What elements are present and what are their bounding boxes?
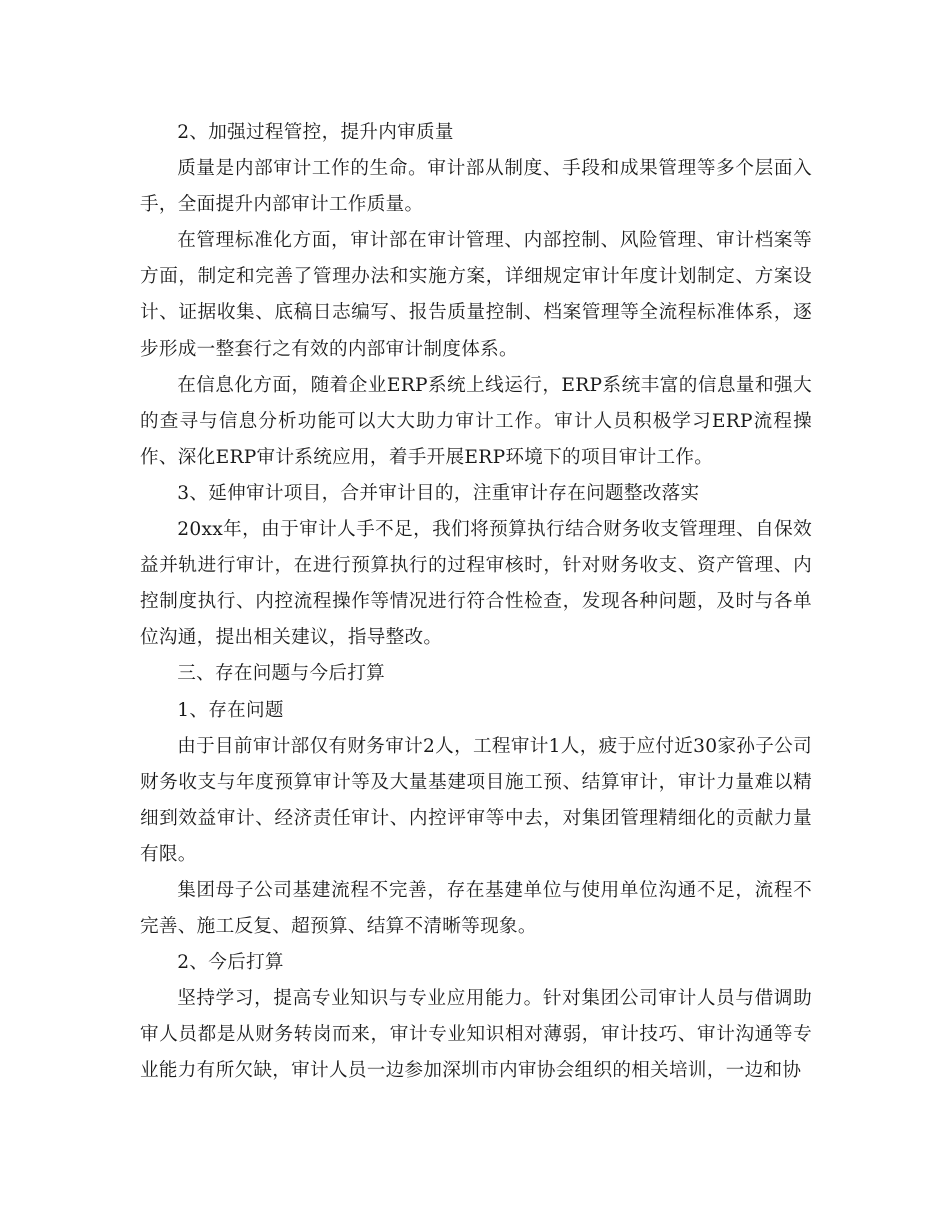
paragraph-staffing: 由于目前审计部仅有财务审计2人，工程审计1人，疲于应付近30家孙子公司财务收支与年度预算审计等及大量基建项目施工预、结算审计，审计力量难以精细到效益审计、经济责任审计、内控评审等中去，对集团管理精细化的贡献力量有限。 bbox=[140, 735, 812, 865]
document-body bbox=[140, 115, 812, 1090]
section-heading-problems-plans: 三、存在问题与今后打算 bbox=[177, 663, 386, 685]
heading-extend-audit: 3、延伸审计项目，合并审计目的，注重审计存在问题整改落实 bbox=[177, 482, 700, 504]
heading-problems: 1、存在问题 bbox=[177, 699, 284, 721]
paragraph-informatization: 在信息化方面，随着企业ERP系统上线运行，ERP系统丰富的信息量和强大的查寻与信息分析功能可以大大助力审计工作。审计人员积极学习ERP流程操作、深化ERP审计系统应用，着手开展ERP环境下的项目审计工作。 bbox=[140, 374, 812, 468]
paragraph-learning: 坚持学习，提高专业知识与专业应用能力。针对集团公司审计人员与借调助审人员都是从财务转岗而来，审计专业知识相对薄弱，审计技巧、审计沟通等专业能力有所欠缺，审计人员一边参加深圳市内审协会组织的相关培训，一边和协 bbox=[140, 988, 812, 1082]
heading-future-plans: 2、今后打算 bbox=[177, 952, 284, 974]
paragraph-construction-process: 集团母子公司基建流程不完善，存在基建单位与使用单位沟通不足，流程不完善、施工反复、超预算、结算不清晰等现象。 bbox=[140, 879, 812, 938]
heading-process-control: 2、加强过程管控，提升内审质量 bbox=[177, 122, 454, 143]
paragraph-quality: 质量是内部审计工作的生命。审计部从制度、手段和成果管理等多个层面入手，全面提升内部审计工作质量。 bbox=[140, 158, 812, 216]
paragraph-standardization: 在管理标准化方面，审计部在审计管理、内部控制、风险管理、审计档案等方面，制定和完善了管理办法和实施方案，详细规定审计年度计划制定、方案设计、证据收集、底稿日志编写、报告质量控制、档案管理等全流程标准体系，逐步形成一整套行之有效的内部审计制度体系。 bbox=[140, 230, 812, 360]
paragraph-budget-audit: 20xx年，由于审计人手不足，我们将预算执行结合财务收支管理理、自保效益并轨进行审计，在进行预算执行的过程审核时，针对财务收支、资产管理、内控制度执行、内控流程操作等情况进行符合性检查，发现各种问题，及时与各单位沟通，提出相关建议，指导整改。 bbox=[140, 519, 812, 649]
